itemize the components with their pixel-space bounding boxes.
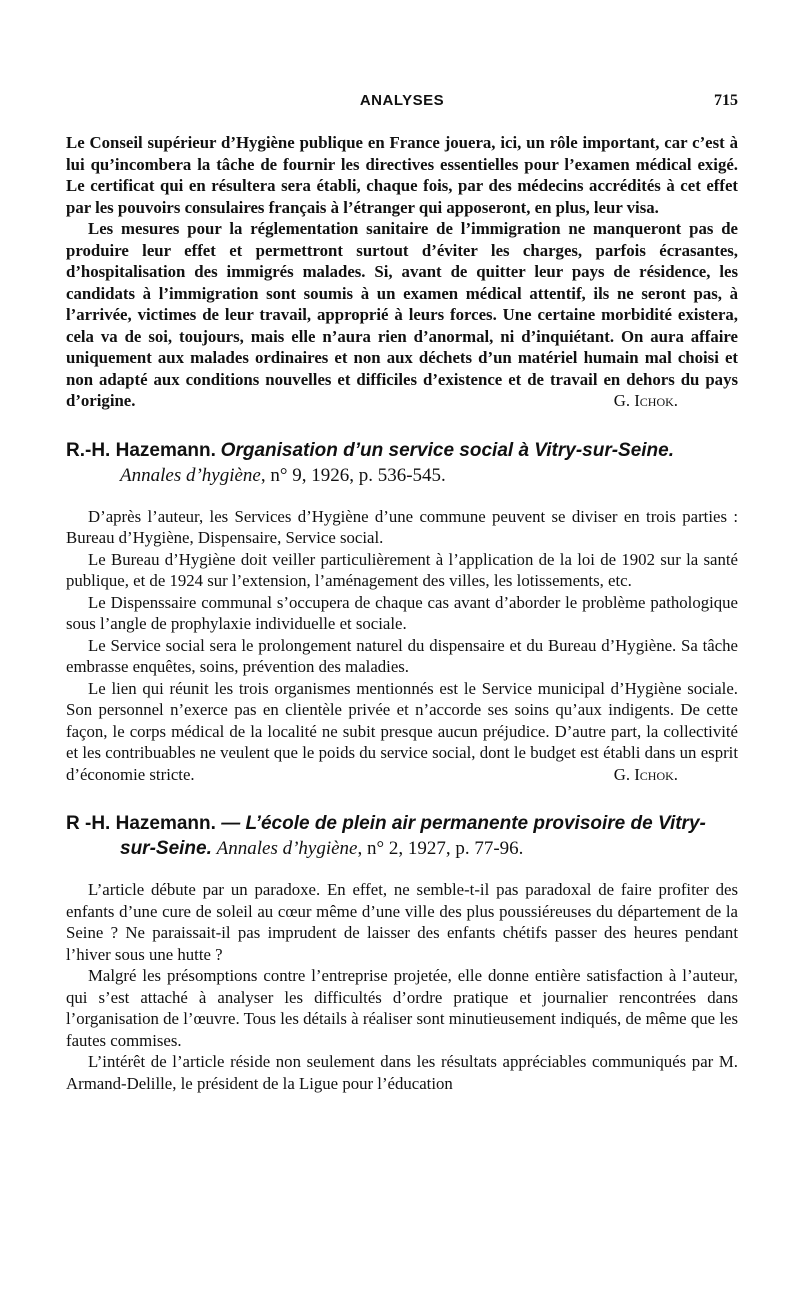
signature-name: G. Ichok.: [613, 391, 678, 410]
paragraph: Le lien qui réunit les trois organismes mentionnés est le Service municipal d’Hygiène sociale. Son personnel n’exerce pas en clientèle privée et n’accorde ses soins qu’aux indigents. De cette façon, le corps médical de la localité ne subit presque aucun préjudice. D’autre part, la collectivité et les contribuables ne veulent que le poids du service social, dont le budget est établi dans un esprit d’économie stricte.: [66, 678, 738, 784]
paragraph: Le Dispenssaire communal s’occupera de chaque cas avant d’aborder le problème pathologique sous l’angle de prophylaxie individuelle et sociale.: [66, 592, 738, 633]
review-title: — L’école de plein air permanente provisoire de Vitry-sur-Seine.: [120, 813, 706, 859]
page-header: [66, 90, 738, 118]
running-head: ANALYSES: [359, 92, 445, 109]
paragraph: D’après l’auteur, les Services d’Hygiène d’une commune peuvent se diviser en trois parties : Bureau d’Hygiène, Dispensaire, Service social.: [66, 506, 738, 547]
signature-name: G. Ichok.: [613, 764, 678, 784]
paragraph: L’intérêt de l’article réside non seulement dans les résultats appréciables communiqués par M. Armand-Delille, le président de la Ligue pour l’éducation: [66, 1052, 738, 1093]
paragraph: Le Service social sera le prolongement naturel du dispensaire et du Bureau d’Hygiène. Sa tâche embrasse enquêtes, soins, prévention des maladies.: [66, 635, 738, 676]
page: [66, 90, 738, 1094]
review-title: Organisation d’un service social à Vitry-sur-Seine.: [220, 439, 675, 461]
review-journal: Annales d’hygiène: [120, 464, 261, 486]
review-reference: [66, 811, 738, 861]
review-author: R -H. Hazemann.: [66, 813, 216, 834]
signature: [66, 390, 738, 412]
review-journal: Annales d’hygiène: [216, 838, 358, 859]
review-body: [66, 879, 738, 1094]
review-reference: [66, 438, 738, 488]
review-citation: , n° 9, 1926, p. 536-545.: [260, 464, 446, 486]
section-continued: [66, 132, 738, 412]
review-author: R.-H. Hazemann.: [66, 439, 216, 461]
paragraph: L’article débute par un paradoxe. En effet, ne semble-t-il pas paradoxal de faire profiter des enfants d’une cure de soleil au cœur même d’une ville des plus poussiéreuses du département de la Seine ? Ne paraissait-il pas imprudent de laisser des enfants chétifs passer des heures pendant l’hiver sous une hutte ?: [66, 880, 738, 964]
page-number: 715: [714, 92, 738, 109]
review-body: [66, 506, 738, 786]
paragraph: Malgré les présomptions contre l’entreprise projetée, elle donne entière satisfaction à l’auteur, qui s’est attaché à analyser les difficultés d’ordre pratique et journalier rencontrées dans l’organisation de l’œuvre. Tous les détails à réaliser sont minutieusement indiqués, de même que les fautes commises.: [66, 966, 738, 1050]
paragraph: Le Conseil supérieur d’Hygiène publique en France jouera, ici, un rôle important, car c’est à lui qu’incombera la tâche de fournir les directives essentielles pour l’examen médical exigé. Le certificat qui en résultera sera établi, chaque fois, par des médecins accrédités à cet effet par les pouvoirs consulaires français à l’étranger qui apposeront, en plus, leur visa.: [66, 133, 738, 217]
review-citation: , n° 2, 1927, p. 77-96.: [357, 838, 524, 859]
paragraph: Les mesures pour la réglementation sanitaire de l’immigration ne manqueront pas de produire leur effet et permettront surtout d’éviter les charges, parfois écrasantes, d’hospitalisation des immigrés malades. Si, avant de quitter leur pays de résidence, les candidats à l’immigration sont soumis à un examen médical attentif, ils ne seront pas, à l’arrivée, victimes de leur travail, approprié à leurs forces. Une certaine morbidité existera, cela va de soi, toujours, mais elle n’aura rien d’anormal, ni d’inquiétant. On aura affaire uniquement aux malades ordinaires et non aux déchets d’un matériel humain mal choisi et non adapté aux conditions nouvelles et difficiles d’existence et de travail en dehors du pays d’origine.: [66, 219, 738, 410]
paragraph: Le Bureau d’Hygiène doit veiller particulièrement à l’application de la loi de 1902 sur la santé publique, et de 1924 sur l’extension, l’aménagement des villes, les lotissements, etc.: [66, 549, 738, 590]
